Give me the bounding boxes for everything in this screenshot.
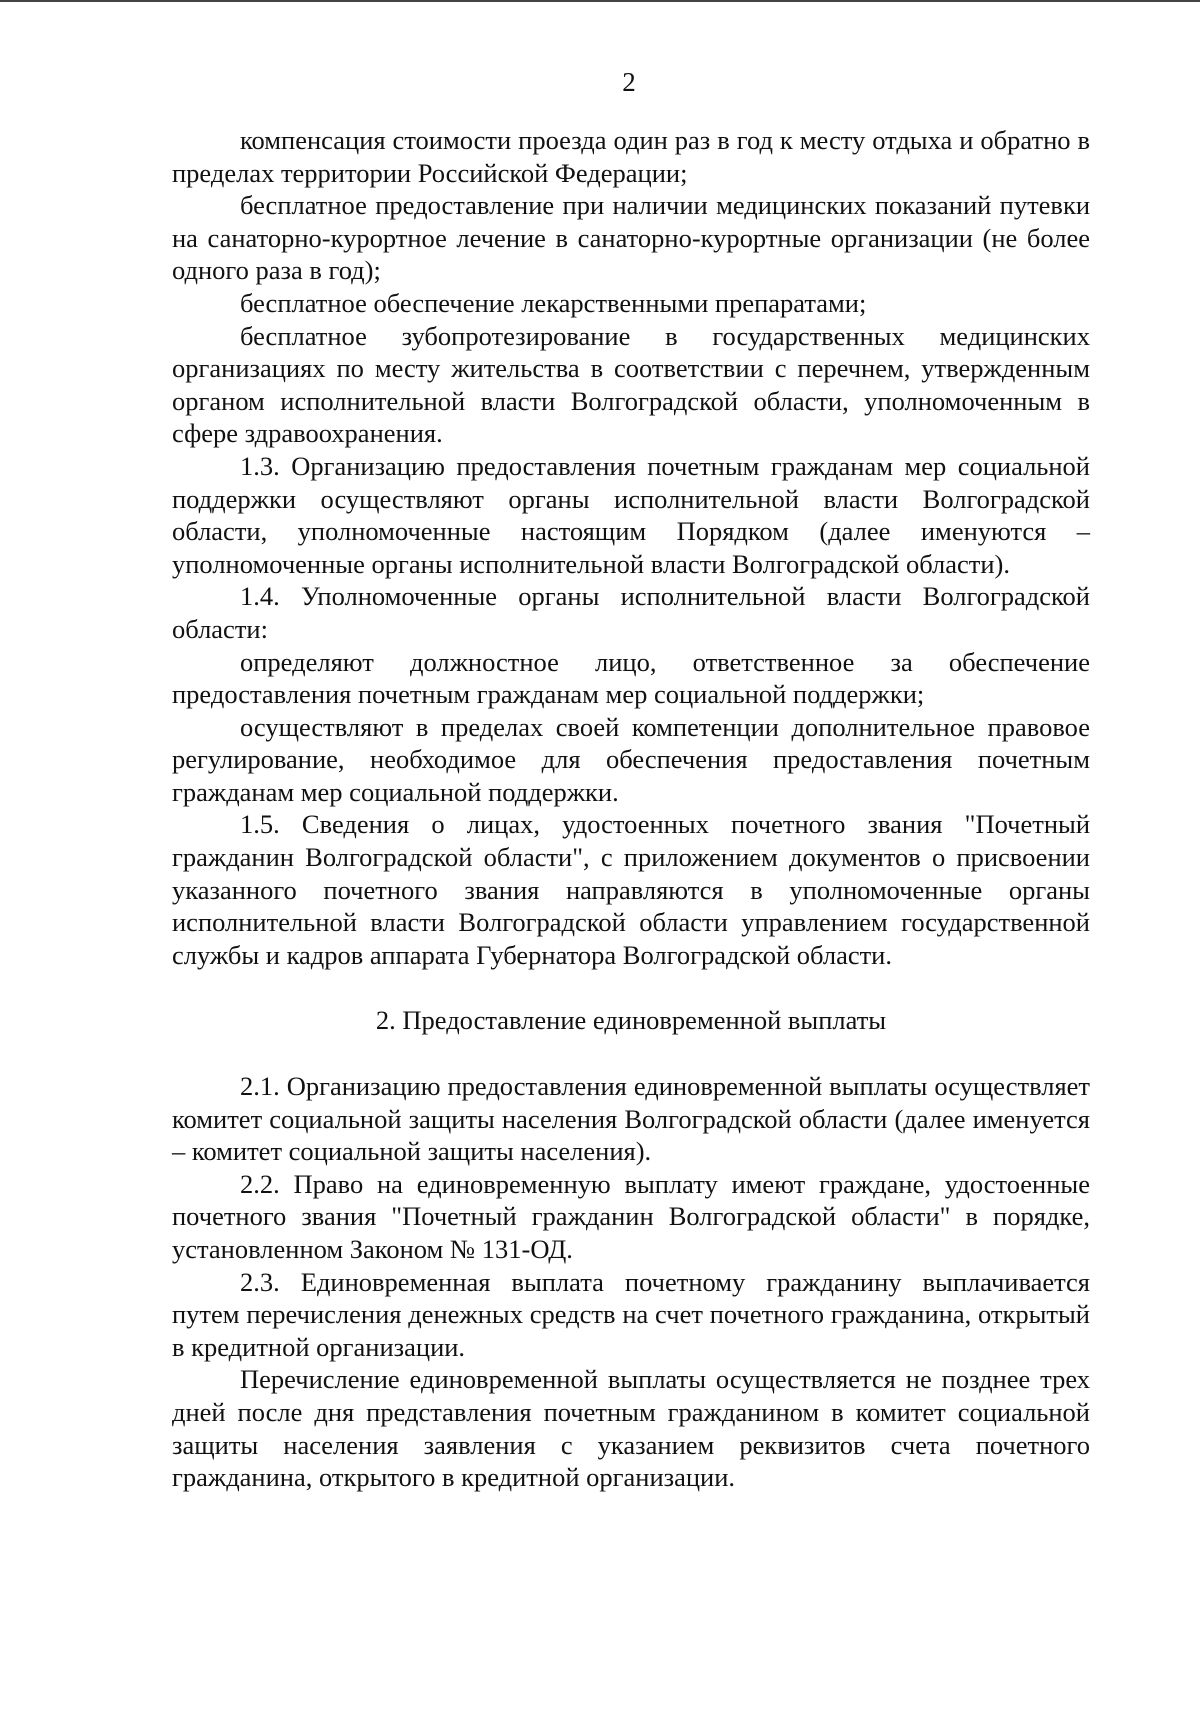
paragraph: компенсация стоимости проезда один раз в год к месту отдыха и обратно в пределах территории Российской Федерации; xyxy=(172,125,1090,188)
scan-edge-line xyxy=(0,0,1200,2)
paragraph: Перечисление единовременной выплаты осуществляется не позднее трех дней после дня представления почетным гражданином в комитет социальной защиты населения заявления с указанием реквизитов счета почетного гражданина, открытого в кредитной организации. xyxy=(172,1364,1090,1493)
paragraph: определяют должностное лицо, ответственное за обеспечение предоставления почетным гражданам мер социальной поддержки; xyxy=(172,646,1090,710)
paragraph: 1.3. Организацию предоставления почетным гражданам мер социальной поддержки осуществляют органы исполнительной власти Волгоградской области, уполномоченные настоящим Порядком (далее именуются – уполномоченные органы исполнительной власти Волгоградской области). xyxy=(172,450,1090,579)
paragraph: бесплатное обеспечение лекарственными препаратами; xyxy=(240,287,867,318)
paragraph: 2.3. Единовременная выплата почетному гражданину выплачивается путем перечисления денежных средств на счет почетного гражданина, открытый в кредитной организации. xyxy=(172,1266,1090,1362)
paragraph: 2.1. Организацию предоставления единовременной выплаты осуществляет комитет социальной защиты населения Волгоградской области (далее именуется – комитет социальной защиты населения). xyxy=(172,1071,1090,1167)
section-heading: 2. Предоставление единовременной выплаты xyxy=(375,1005,887,1036)
paragraph: бесплатное предоставление при наличии медицинских показаний путевки на санаторно-курортное лечение в санаторно-курортные организации (не более одного раза в год); xyxy=(172,190,1090,286)
paragraph: бесплатное зубопротезирование в государственных медицинских организациях по месту жительства в соответствии с перечнем, утвержденным органом исполнительной власти Волгоградской области, уполномоченным в сфере здравоохранения. xyxy=(172,320,1090,449)
paragraph: 2.2. Право на единовременную выплату имеют граждане, удостоенные почетного звания "Почетный гражданин Волгоградской области" в порядке, установленном Законом № 131-ОД. xyxy=(172,1168,1090,1264)
page-number: 2 xyxy=(622,67,636,97)
document-body xyxy=(172,124,1090,1494)
paragraph: осуществляют в пределах своей компетенции дополнительное правовое регулирование, необходимое для обеспечения предоставления почетным гражданам мер социальной поддержки. xyxy=(172,711,1090,807)
paragraph: 1.5. Сведения о лицах, удостоенных почетного звания "Почетный гражданин Волгоградской области", с приложением документов о присвоении указанного почетного звания направляются в уполномоченные органы исполнительной власти Волгоградской области управлением государственной службы и кадров аппарата Губернатора Волгоградской области. xyxy=(172,809,1090,970)
paragraph: 1.4. Уполномоченные органы исполнительной власти Волгоградской области: xyxy=(172,581,1090,644)
